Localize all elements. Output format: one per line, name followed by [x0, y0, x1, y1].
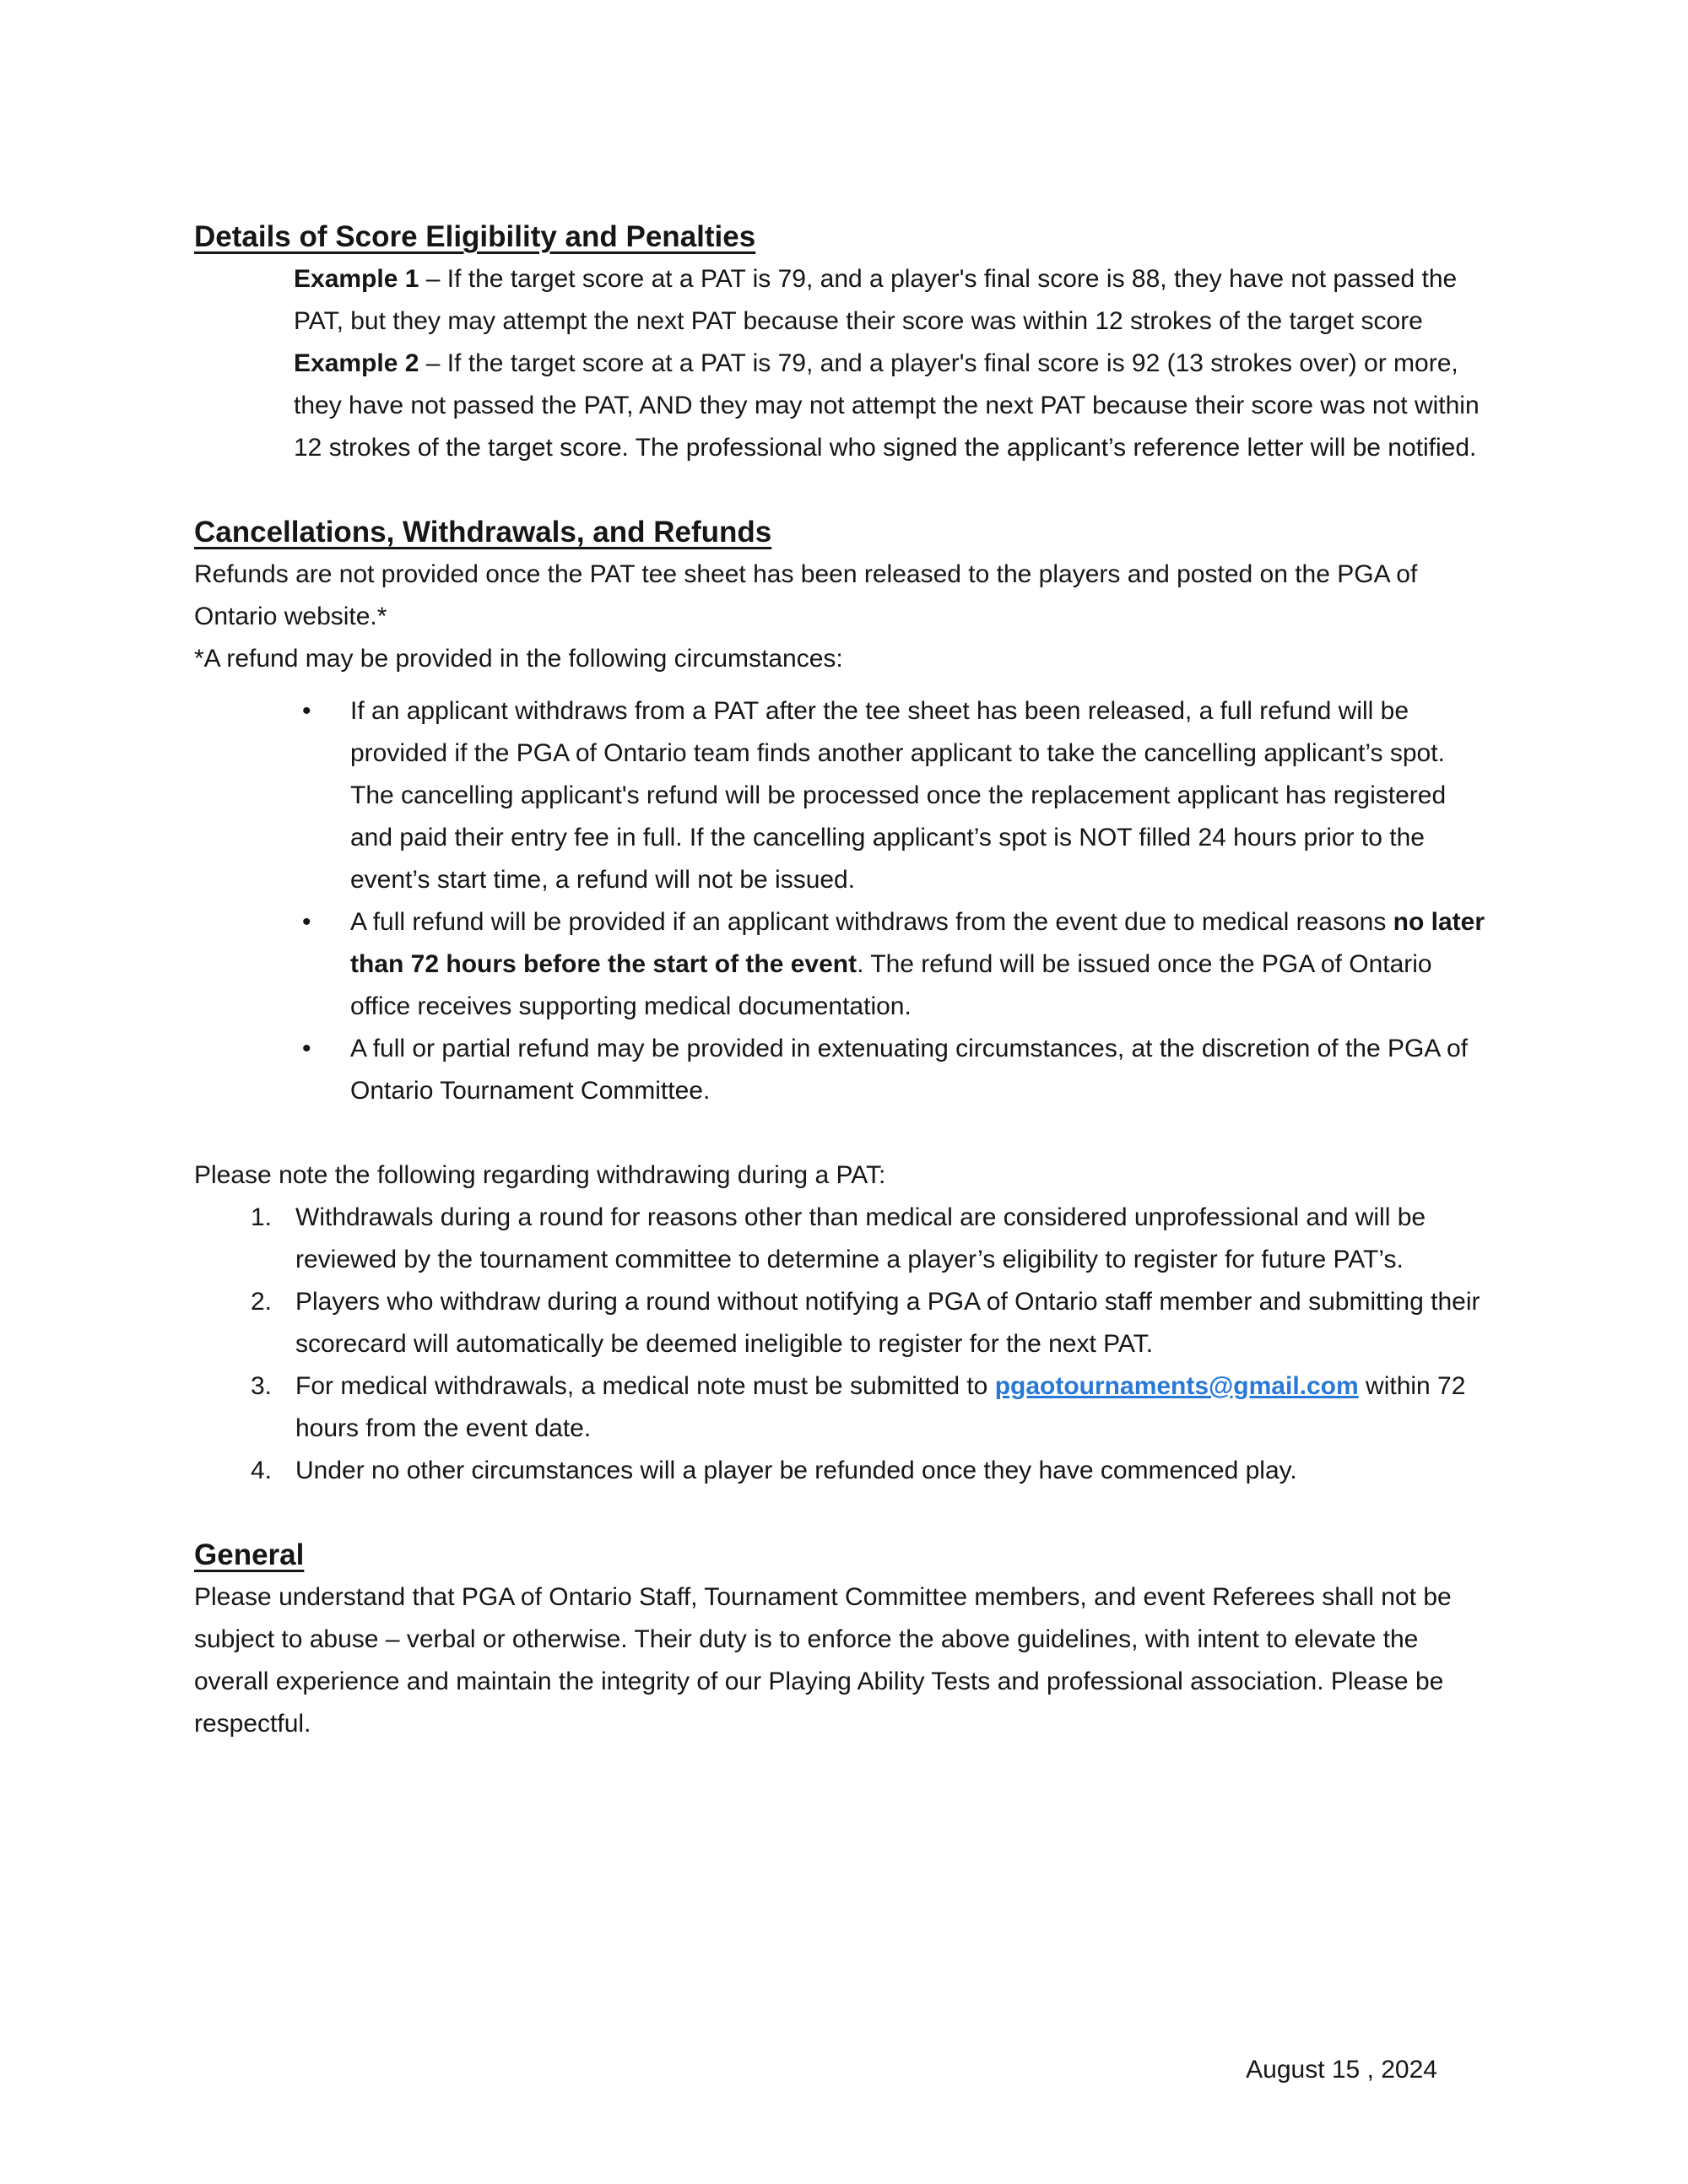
bullet-2-text-pre: A full refund will be provided if an applicant withdraws from the event due to medical reasons — [350, 908, 1393, 936]
bullet-marker: • — [302, 908, 311, 936]
bullet-marker: • — [302, 697, 311, 725]
section-heading-score-eligibility — [194, 216, 1492, 258]
withdraw-note-paragraph: Please note the following regarding withdrawing during a PAT: — [194, 1161, 886, 1189]
numbered-2-text: Players who withdraw during a round without notifying a PGA of Ontario staff member and submitting their scorecard will automatically be deemed ineligible to register for the next PAT. — [295, 1288, 1480, 1358]
bullet-2-text — [350, 908, 1485, 1020]
bullet-1-text: If an applicant withdraws from a PAT after the tee sheet has been released, a full refund will be provided if the PGA of Ontario team finds another applicant to take the cancelling applicant’s spot. The cancelling applicant's refund will be processed once the replacement applicant has registered and paid their entry fee in full. If the cancelling applicant’s spot is NOT filled 24 hours prior to the event’s start time, a refund will not be issued. — [350, 697, 1447, 894]
tournament-email-link[interactable]: pgaotournaments@gmail.com — [994, 1372, 1359, 1400]
section-heading-general — [194, 1534, 1492, 1576]
example-1-label: Example 1 — [294, 265, 419, 293]
list-item — [194, 1028, 1492, 1112]
numbered-1-text: Withdrawals during a round for reasons other than medical are considered unprofessional and will be reviewed by the tournament committee to determine a player’s eligibility to register for future PAT’s. — [295, 1203, 1426, 1273]
bullet-2-text-bold: no later than 72 hours before the start of the event — [350, 908, 1485, 978]
list-item — [194, 901, 1492, 1028]
example-2-text: – If the target score at a PAT is 79, and a player's final score is 92 (13 strokes over) or more, they have not passed the PAT, AND they may not attempt the next PAT because their score was not within 12 strokes of the target score. The professional who signed the applicant’s reference letter will be notified. — [294, 349, 1480, 462]
example-1-text: – If the target score at a PAT is 79, and a player's final score is 88, they have not passed the PAT, but they may attempt the next PAT because their score was within 12 strokes of the target score — [294, 265, 1458, 335]
numbered-4-text: Under no other circumstances will a player be refunded once they have commenced play. — [295, 1457, 1297, 1484]
list-item — [194, 1197, 1492, 1281]
section-heading-cancellations-text: Cancellations, Withdrawals, and Refunds — [194, 516, 772, 549]
number-marker: 1. — [251, 1203, 273, 1231]
list-item — [194, 1365, 1492, 1450]
footer-date: August 15 , 2024 — [1246, 2056, 1437, 2084]
list-item — [194, 690, 1492, 901]
bullet-2-text-post: . The refund will be issued once the PGA of Ontario office receives supporting medical documentation. — [350, 950, 1432, 1020]
general-paragraph: Please understand that PGA of Ontario Staff, Tournament Committee members, and event Referees shall not be subject to abuse – verbal or otherwise. Their duty is to enforce the above guidelines, with intent to elevate the overall experience and maintain the integrity of our Playing Ability Tests and professional association. Please be respectful. — [194, 1583, 1452, 1738]
refund-policy-paragraph: Refunds are not provided once the PAT tee sheet has been released to the players and posted on the PGA of Ontario website.* — [194, 560, 1418, 630]
bullet-marker: • — [302, 1035, 311, 1062]
number-marker: 4. — [251, 1457, 273, 1484]
bullet-3-text: A full or partial refund may be provided in extenuating circumstances, at the discretion of the PGA of Ontario Tournament Committee. — [350, 1035, 1469, 1105]
refund-circumstances-list — [194, 690, 1492, 1112]
numbered-3-text-pre: For medical withdrawals, a medical note must be submitted to — [295, 1372, 995, 1400]
section-heading-score-eligibility-text: Details of Score Eligibility and Penalties — [194, 220, 756, 253]
numbered-3-text-post: within 72 hours from the event date. — [295, 1372, 1466, 1442]
section-heading-general-text: General — [194, 1538, 305, 1571]
section-heading-cancellations — [194, 511, 1492, 554]
example-2-label: Example 2 — [294, 349, 419, 377]
example-1-paragraph — [294, 258, 1492, 343]
number-marker: 2. — [251, 1288, 273, 1316]
example-2-paragraph — [294, 343, 1492, 469]
refund-note-paragraph: *A refund may be provided in the following circumstances: — [194, 645, 843, 673]
list-item — [194, 1281, 1492, 1365]
list-item — [194, 1450, 1492, 1492]
number-marker: 3. — [251, 1372, 273, 1400]
withdrawal-rules-list — [194, 1197, 1492, 1492]
numbered-3-text — [295, 1372, 1465, 1442]
